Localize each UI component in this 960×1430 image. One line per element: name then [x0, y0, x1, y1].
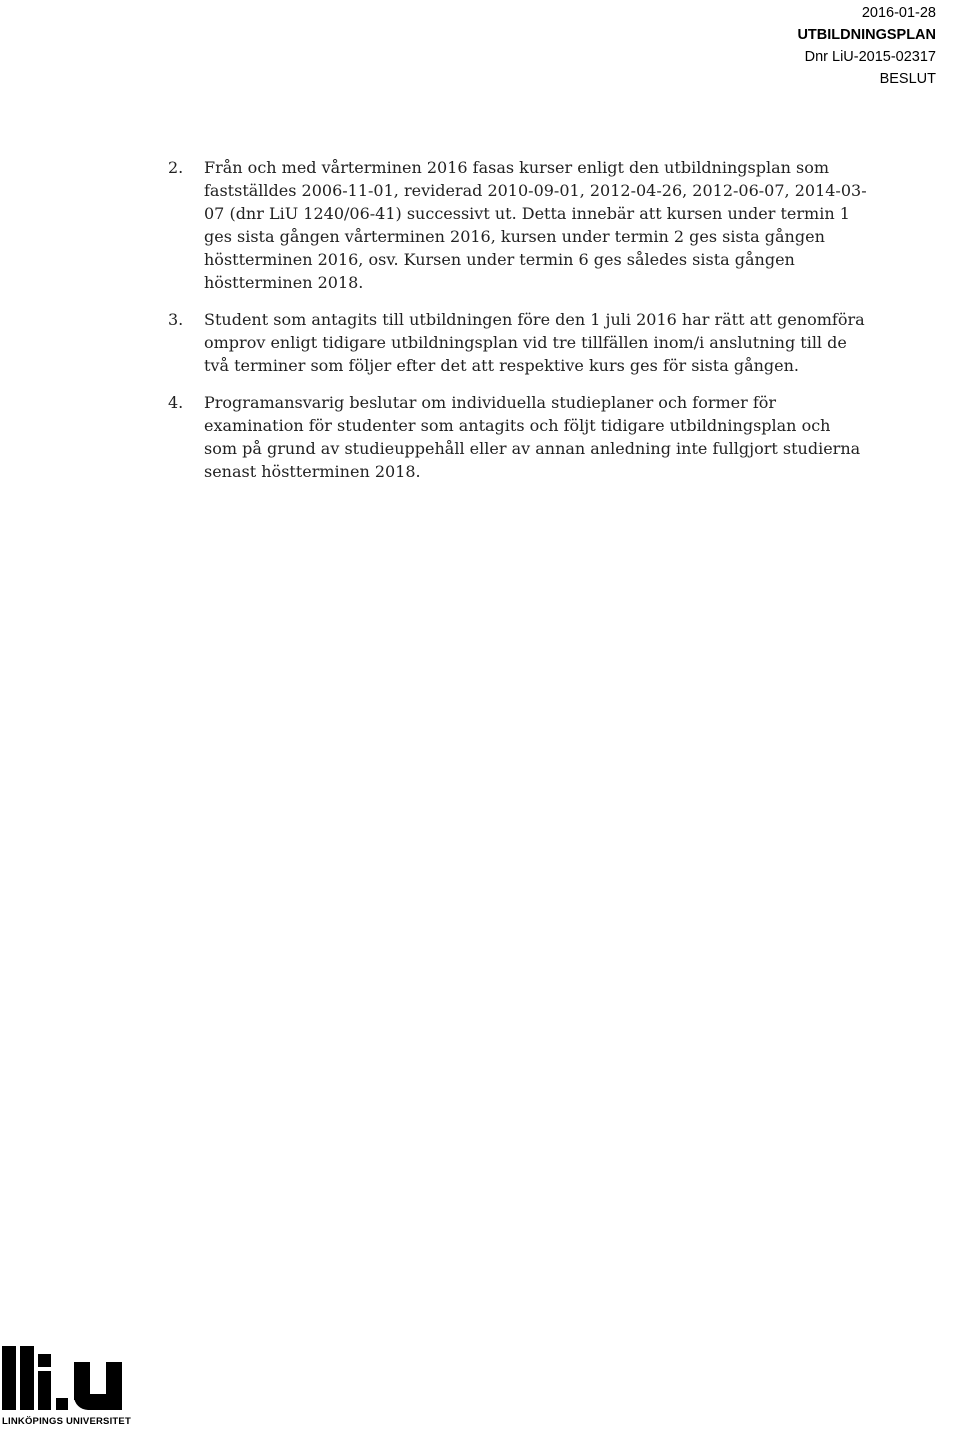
list-item — [168, 308, 868, 377]
document-header — [797, 2, 936, 90]
document-body — [168, 156, 868, 497]
list-item-number: 3. — [168, 310, 184, 329]
list-item — [168, 156, 868, 294]
list-item-number: 2. — [168, 158, 184, 177]
list-item-text: Student som antagits till utbildningen före den 1 juli 2016 har rätt att genomföra omprov enligt tidigare utbildningsplan vid tre tillfällen inom/i anslutning till de två terminer som följer efter det att respektive kurs ges för sista gången. — [204, 310, 865, 375]
university-logo — [0, 1340, 140, 1430]
list-item-text: Från och med vårterminen 2016 fasas kurser enligt den utbildningsplan som fastställdes 2006-11-01, reviderad 2010-09-01, 2012-04-26, 2012-06-07, 2014-03-07 (dnr LiU 1240/06-41) successivt ut. Detta innebär att kursen under termin 1 ges sista gången vårterminen 2016, kursen under termin 2 ges sista gången höstterminen 2016, osv. Kursen under termin 6 ges således sista gången höstterminen 2018. — [204, 158, 867, 292]
logo-caption: LINKÖPINGS UNIVERSITET — [2, 1416, 131, 1427]
list-item — [168, 391, 868, 483]
logo-dot — [56, 1398, 68, 1410]
document-date: 2016-01-28 — [861, 5, 936, 21]
list-item-text: Programansvarig beslutar om individuella studieplaner och former för examination för studenter som antagits och följt tidigare utbildningsplan och som på grund av studieuppehåll eller av annan anledning inte fullgjort studierna senast höstterminen 2018. — [204, 393, 861, 481]
list-item-number: 4. — [168, 393, 184, 412]
document-reference: Dnr LiU-2015-02317 — [804, 49, 936, 65]
document-status: BESLUT — [879, 71, 936, 87]
document-type: UTBILDNINGSPLAN — [797, 27, 936, 43]
